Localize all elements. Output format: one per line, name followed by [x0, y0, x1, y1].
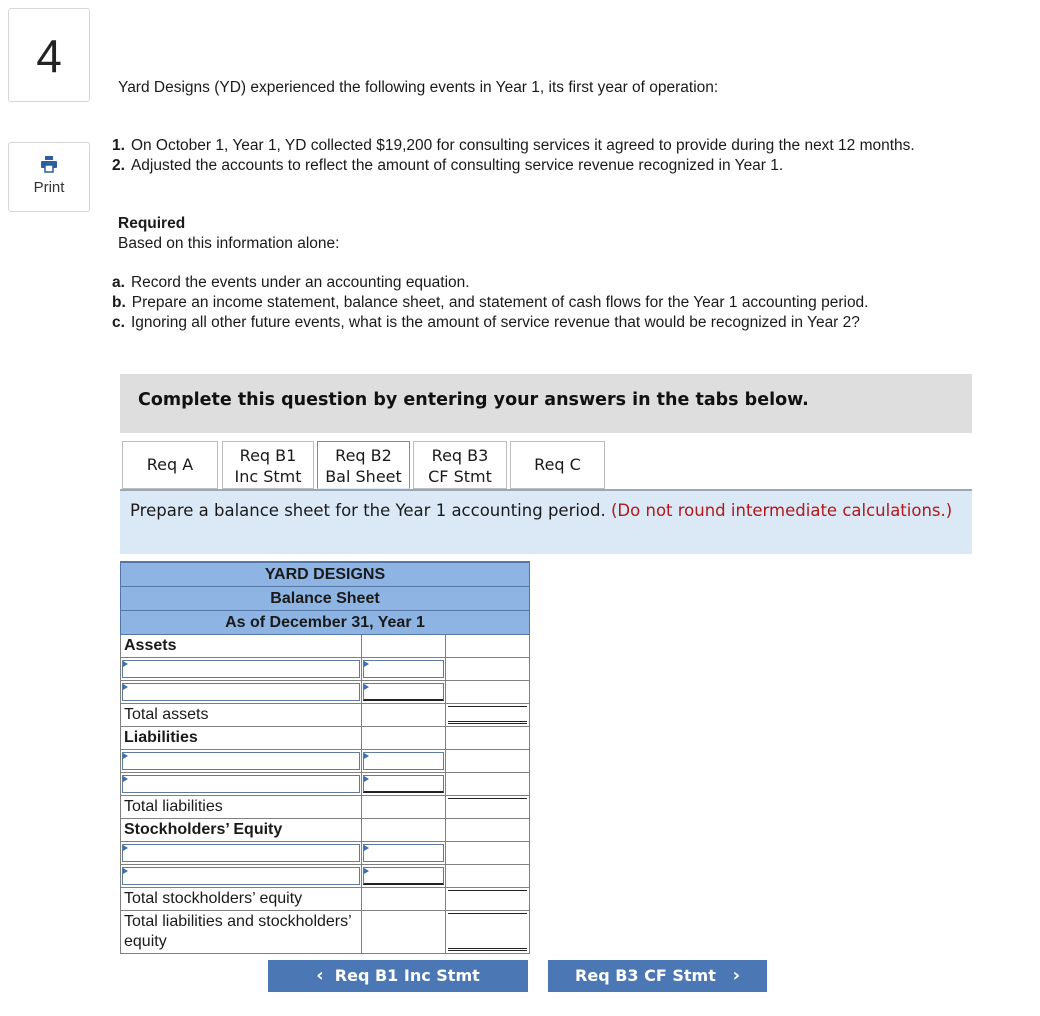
liabilities-label: Liabilities	[121, 727, 362, 749]
asset-1-amount-input[interactable]	[363, 660, 444, 678]
equity-1-name-input[interactable]	[122, 844, 360, 862]
required-title: Required	[118, 215, 186, 232]
printer-icon	[40, 155, 58, 173]
complete-banner: Complete this question by entering your answers in the tabs below.	[120, 374, 972, 433]
total-assets-label: Total assets	[121, 704, 362, 726]
total-liab-equity-row	[120, 911, 530, 954]
asset-row	[120, 681, 530, 704]
tab-req-b2[interactable]: Req B2 Bal Sheet	[317, 441, 410, 489]
company-name: YARD DESIGNS	[121, 563, 529, 587]
event-item: 2. Adjusted the accounts to reflect the amount of consulting service revenue recognized in Year 1.	[112, 157, 784, 174]
part-item: c. Ignoring all other future events, what is the amount of service revenue that would be recognized in Year 2?	[112, 314, 860, 331]
total-liab-equity-value	[448, 913, 527, 951]
chevron-left-icon: ‹	[316, 965, 324, 986]
equity-2-amount-input[interactable]	[363, 867, 444, 885]
event-item: 1. On October 1, Year 1, YD collected $19,200 for consulting services it agreed to provide during the next 12 months.	[112, 137, 915, 154]
statement-date: As of December 31, Year 1	[225, 614, 425, 631]
part-item: a. Record the events under an accounting equation.	[112, 274, 470, 291]
chevron-right-icon: ›	[732, 965, 740, 986]
equity-1-amount-input[interactable]	[363, 844, 444, 862]
liability-2-name-input[interactable]	[122, 775, 360, 793]
liabilities-header-row	[120, 727, 530, 750]
equity-label: Stockholders’ Equity	[121, 819, 362, 841]
statement-title: Balance Sheet	[121, 587, 529, 611]
balance-sheet-header	[120, 561, 530, 635]
liability-row	[120, 773, 530, 796]
equity-row	[120, 865, 530, 888]
total-equity-value	[448, 890, 527, 908]
print-label: Print	[33, 179, 65, 196]
liability-1-amount-input[interactable]	[363, 752, 444, 770]
total-liabilities-label: Total liabilities	[121, 796, 362, 818]
equity-row	[120, 842, 530, 865]
required-subtitle: Based on this information alone:	[118, 235, 340, 252]
asset-2-name-input[interactable]	[122, 683, 360, 701]
assets-header-row	[120, 635, 530, 658]
events-list	[112, 136, 915, 176]
liability-1-name-input[interactable]	[122, 752, 360, 770]
total-assets-value	[448, 706, 527, 724]
total-equity-label: Total stockholders’ equity	[121, 888, 362, 910]
parts-list	[112, 273, 869, 333]
part-item: b. Prepare an income statement, balance sheet, and statement of cash flows for the Year 1 accounting period.	[112, 294, 869, 311]
question-number: 4	[8, 8, 90, 102]
total-assets-row	[120, 704, 530, 727]
liability-2-amount-input[interactable]	[363, 775, 444, 793]
equity-2-name-input[interactable]	[122, 867, 360, 885]
instruction-panel	[120, 491, 972, 554]
asset-2-amount-input[interactable]	[363, 683, 444, 701]
total-liabilities-row	[120, 796, 530, 819]
instruction-note: (Do not round intermediate calculations.)	[611, 501, 953, 520]
prev-button[interactable]: ‹ Req B1 Inc Stmt	[268, 960, 528, 992]
print-button[interactable]	[8, 142, 90, 212]
next-button[interactable]: Req B3 CF Stmt ›	[548, 960, 767, 992]
asset-row	[120, 658, 530, 681]
intro-text: Yard Designs (YD) experienced the following events in Year 1, its first year of operation:	[118, 79, 719, 96]
assets-label: Assets	[121, 635, 362, 657]
tab-req-b3[interactable]: Req B3 CF Stmt	[413, 441, 507, 489]
total-equity-row	[120, 888, 530, 911]
asset-1-name-input[interactable]	[122, 660, 360, 678]
tab-req-a[interactable]: Req A	[122, 441, 218, 489]
instruction-text: Prepare a balance sheet for the Year 1 accounting period.	[130, 501, 606, 520]
total-liab-equity-label: Total liabilities and stockholders’ equity	[121, 911, 362, 953]
total-liabilities-value	[448, 798, 527, 816]
tab-req-c[interactable]: Req C	[510, 441, 605, 489]
liability-row	[120, 750, 530, 773]
equity-header-row	[120, 819, 530, 842]
balance-sheet-table	[120, 561, 530, 954]
tab-req-b1[interactable]: Req B1 Inc Stmt	[222, 441, 314, 489]
